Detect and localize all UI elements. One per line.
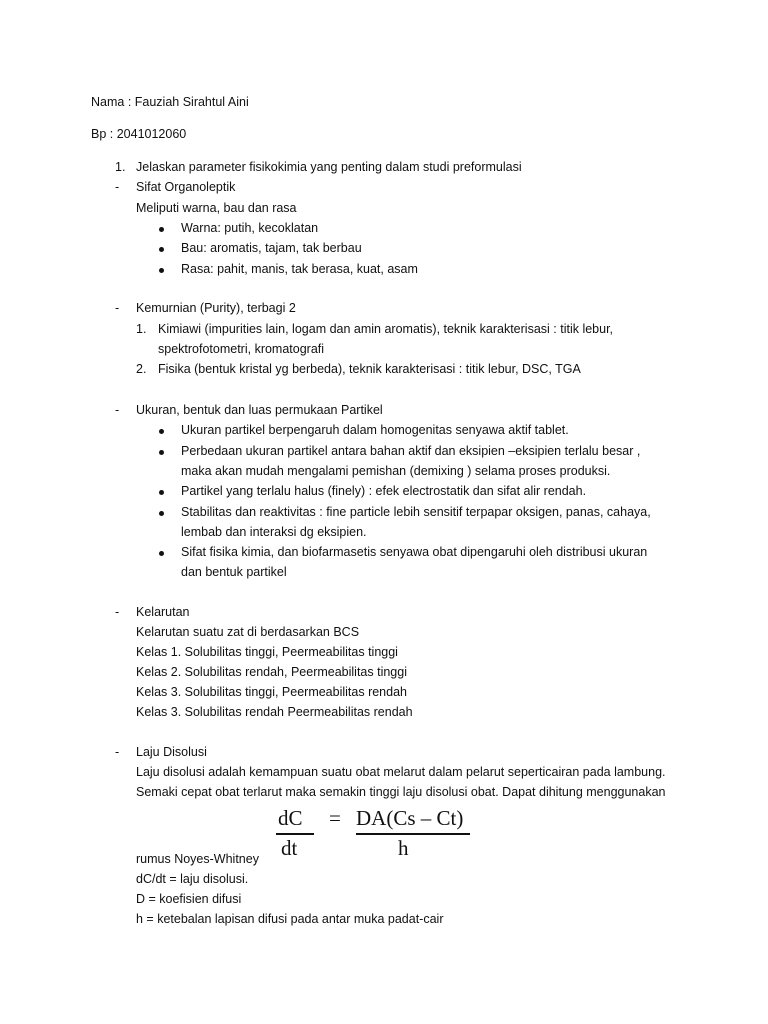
- text-line: Kelas 2. Solubilitas rendah, Peermeabilitas tinggi: [136, 665, 407, 679]
- list-item: Perbedaan ukuran partikel antara bahan aktif dan eksipien –eksipien terlalu besar ,: [181, 444, 641, 458]
- formula-equals: =: [329, 806, 341, 830]
- fraction-bar: [356, 833, 470, 835]
- text-line: h = ketebalan lapisan difusi pada antar muka padat-cair: [136, 912, 444, 926]
- student-bp: Bp : 2041012060: [91, 127, 187, 141]
- text-line: Kelas 1. Solubilitas tinggi, Peermeabilitas tinggi: [136, 645, 398, 659]
- section-title-organoleptik: Sifat Organoleptik: [136, 180, 236, 194]
- fraction-bar: [276, 833, 314, 835]
- list-item: Bau: aromatis, tajam, tak berbau: [181, 241, 362, 255]
- text-line: Kelas 3. Solubilitas tinggi, Peermeabilitas rendah: [136, 685, 407, 699]
- text-line: rumus Noyes-Whitney: [136, 852, 259, 866]
- section-dash: -: [115, 180, 120, 194]
- list-number: 2.: [136, 362, 147, 376]
- list-item: Sifat fisika kimia, dan biofarmasetis senyawa obat dipengaruhi oleh distribusi ukuran: [181, 545, 648, 559]
- text-line: Laju disolusi adalah kemampuan suatu obat melarut dalam pelarut seperticairan pada lambung.: [136, 765, 666, 779]
- text-line: D = koefisien difusi: [136, 892, 242, 906]
- section-dash: -: [115, 301, 120, 315]
- list-item: Fisika (bentuk kristal yg berbeda), teknik karakterisasi : titik lebur, DSC, TGA: [158, 362, 581, 376]
- list-item: Kimiawi (impurities lain, logam dan amin aromatis), teknik karakterisasi : titik lebur,: [158, 322, 614, 336]
- text-line: dC/dt = laju disolusi.: [136, 872, 249, 886]
- bullet-icon: [159, 247, 164, 252]
- list-item-continuation: dan bentuk partikel: [181, 565, 287, 579]
- section-dash: -: [115, 605, 120, 619]
- bullet-icon: [159, 429, 164, 434]
- list-number: 1.: [136, 322, 147, 336]
- section-title-kemurnian: Kemurnian (Purity), terbagi 2: [136, 301, 296, 315]
- bullet-icon: [159, 551, 164, 556]
- formula-left-numerator: dC: [278, 806, 303, 830]
- formula-right-numerator: DA(Cs – Ct): [356, 806, 464, 830]
- list-item: Rasa: pahit, manis, tak berasa, kuat, asam: [181, 262, 418, 276]
- question-number: 1.: [115, 160, 126, 174]
- section-title-kelarutan: Kelarutan: [136, 605, 190, 619]
- text-line: Kelas 3. Solubilitas rendah Peermeabilitas rendah: [136, 705, 413, 719]
- formula-left-denominator: dt: [281, 836, 298, 860]
- formula-right-denominator: h: [398, 836, 409, 860]
- bullet-icon: [159, 227, 164, 232]
- bullet-icon: [159, 511, 164, 516]
- bullet-icon: [159, 268, 164, 273]
- list-item-continuation: maka akan mudah mengalami pemishan (demixing ) selama proses produksi.: [181, 464, 611, 478]
- section-dash: -: [115, 745, 120, 759]
- bullet-icon: [159, 450, 164, 455]
- question-text: Jelaskan parameter fisikokimia yang penting dalam studi preformulasi: [136, 160, 522, 174]
- section-title-disolusi: Laju Disolusi: [136, 745, 207, 759]
- list-item-continuation: lembab dan interaksi dg eksipien.: [181, 525, 367, 539]
- list-item: Partikel yang terlalu halus (finely) : efek electrostatik dan sifat alir rendah.: [181, 484, 587, 498]
- list-item-continuation: spektrofotometri, kromatografi: [158, 342, 325, 356]
- text-line: Kelarutan suatu zat di berdasarkan BCS: [136, 625, 360, 639]
- text-line: Semaki cepat obat terlarut maka semakin tinggi laju disolusi obat. Dapat dihitung menggunakan: [136, 785, 666, 799]
- noyes-whitney-formula: [276, 806, 476, 862]
- list-item: Stabilitas dan reaktivitas : fine particle lebih sensitif terpapar oksigen, panas, cahaya,: [181, 505, 651, 519]
- section-dash: -: [115, 403, 120, 417]
- organoleptik-intro: Meliputi warna, bau dan rasa: [136, 201, 297, 215]
- student-name: Nama : Fauziah Sirahtul Aini: [91, 95, 249, 109]
- list-item: Ukuran partikel berpengaruh dalam homogenitas senyawa aktif tablet.: [181, 423, 569, 437]
- section-title-ukuran: Ukuran, bentuk dan luas permukaan Partikel: [136, 403, 383, 417]
- list-item: Warna: putih, kecoklatan: [181, 221, 319, 235]
- bullet-icon: [159, 490, 164, 495]
